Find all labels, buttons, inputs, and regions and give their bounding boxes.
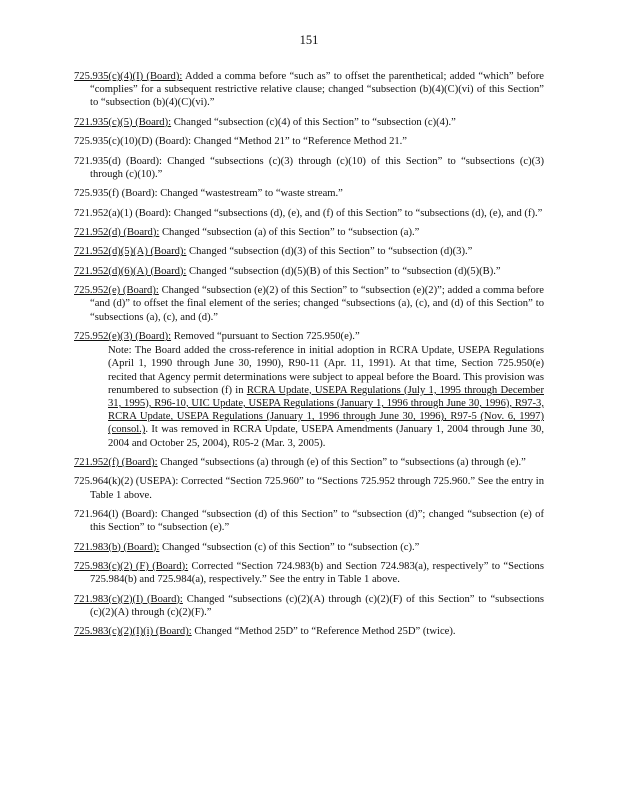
amendment-entry	[74, 135, 544, 148]
amendment-text: Changed “subsection (d)(3) of this Section” to “subsection (d)(3).”	[186, 246, 473, 258]
amendment-text: Changed “subsections (c)(2)(A) through (c)(2)(F) of this Section” to “subsections (c)(2)(A) through (c)(2)(F).”	[90, 593, 544, 618]
amendment-text: Corrected “Section 724.983(b) and Section 724.983(a), respectively” to “Sections 725.984(b) and 725.984(a), respectively.” See the entry in Table 1 above.	[90, 560, 544, 586]
amendment-text: Changed “Method 21” to “Reference Method 21.”	[191, 136, 408, 148]
section-citation: 725.952(e) (Board):	[74, 285, 159, 297]
amendment-text: Changed “subsection (e)(2) of this Section” to “subsection (e)(2)”; added a comma before “and (d)” to offset the final element of the series; changed “subsections (a), (c), and (d) of this Section” to “subsections (a), (c), and (d).”	[90, 285, 544, 323]
section-citation: 725.935(c)(10)(D) (Board):	[74, 136, 192, 148]
amendment-entry	[74, 625, 544, 638]
amendment-entry	[74, 284, 544, 324]
amendment-entry	[74, 116, 544, 129]
section-citation: 725.983(c)(2)(I)(i) (Board):	[74, 626, 192, 638]
board-note	[90, 344, 544, 450]
amendment-entry	[74, 508, 544, 534]
section-citation: 725.952(e)(3) (Board):	[74, 330, 172, 342]
amendment-text: Changed “subsection (d) of this Section” to “subsection (d)”; changed “subsection (e) of this Section” to “subsection (e).”	[90, 508, 544, 534]
section-citation: 725.983(c)(2) (F) (Board):	[74, 560, 189, 572]
section-citation: 721.952(d) (Board):	[74, 226, 160, 238]
amendment-text: Changed “subsection (c) of this Section” to “subsection (c).”	[159, 541, 420, 553]
amendment-text: Added a comma before “such as” to offset the parenthetical; added “which” before “complies” for a subsequent restrictive relative clause; changed “subsection (b)(4)(C)(vi) of this Section” to “subsection (b)(4)(C)(vi).”	[90, 71, 544, 109]
amendment-text: Changed “wastestream” to “waste stream.”	[157, 188, 343, 200]
amendment-entry	[74, 70, 544, 110]
amendment-entry	[74, 245, 544, 258]
amendment-text: Removed “pursuant to Section 725.950(e).”	[171, 330, 360, 342]
note-underlined-reference: RCRA Update, USEPA Regulations (July 1, 1995 through December 31, 1995), R96-10, UIC Update, USEPA Regulations (January 1, 1996 through June 30, 1996), R97-3, RCRA Update, USEPA Regulations (January 1, 1996 through June 30, 1996), R97-5 (Nov. 6, 1997) (consol.)	[108, 384, 544, 436]
amendment-text: Corrected “Section 725.960” to “Sections 725.952 through 725.960.” See the entry in Table 1 above.	[90, 476, 544, 501]
section-citation: 721.952(d)(5)(A) (Board):	[74, 246, 187, 258]
page-number: 151	[299, 33, 319, 47]
section-citation: 721.935(d) (Board):	[74, 155, 162, 167]
note-intro: Note: The Board added the cross-reference in initial adoption in RCRA Update, USEPA Regulations (April 1, 1990 through June 30, 1990), R90-11 (Apr. 11, 1991). At that time, Section 725.950(e) recited that Agency permit determinations were subject to appeal before the Board. This provision was renumbered to subsection (f) in	[108, 345, 544, 396]
amendment-text: Changed “subsection (d)(5)(B) of this Section” to “subsection (d)(5)(B).”	[186, 265, 501, 277]
amendment-entry	[74, 541, 544, 554]
amendment-text: Changed “subsection (a) of this Section” to “subsection (a).”	[159, 226, 420, 238]
amendment-entry	[74, 456, 544, 469]
amendment-text: Changed “subsection (c)(4) of this Section” to “subsection (c)(4).”	[171, 116, 456, 128]
section-citation: 721.952(f) (Board):	[74, 456, 158, 468]
section-citation: 721.952(d)(6)(A) (Board):	[74, 265, 187, 277]
section-citation: 721.952(a)(1) (Board):	[74, 207, 172, 219]
amendment-text: Changed “subsections (c)(3) through (c)(10) of this Section” to “subsections (c)(3) through (c)(10).”	[90, 155, 544, 180]
amendment-entries	[74, 70, 544, 644]
amendment-entry	[74, 265, 544, 278]
amendment-entry	[74, 187, 544, 200]
amendment-text: Changed “subsections (d), (e), and (f) of this Section” to “subsections (d), (e), and (f).”	[171, 207, 543, 219]
section-citation: 721.935(c)(5) (Board):	[74, 116, 172, 128]
section-citation: 725.964(k)(2) (USEPA):	[74, 476, 179, 488]
amendment-text: Changed “subsections (a) through (e) of this Section” to “subsections (a) through (e).”	[157, 456, 526, 468]
amendment-entry	[74, 155, 544, 181]
section-citation: 725.935(f) (Board):	[74, 188, 158, 200]
amendment-entry	[74, 330, 544, 450]
amendment-entry	[74, 593, 544, 619]
amendment-entry	[74, 560, 544, 586]
amendment-entry	[74, 226, 544, 239]
note-outro: . It was removed in RCRA Update, USEPA Amendments (January 1, 2004 through June 30, 2004 and October 25, 2004), R05-2 (Mar. 3, 2005).	[108, 424, 544, 449]
amendment-text: Changed “Method 25D” to “Reference Method 25D” (twice).	[191, 626, 456, 638]
section-citation: 721.983(b) (Board):	[74, 541, 160, 553]
section-citation: 721.983(c)(2)(I) (Board):	[74, 593, 183, 605]
section-citation: 725.935(c)(4)(I) (Board):	[74, 71, 183, 82]
amendment-entry	[74, 475, 544, 501]
section-citation: 721.964(l) (Board):	[74, 508, 158, 520]
amendment-entry	[74, 207, 544, 220]
